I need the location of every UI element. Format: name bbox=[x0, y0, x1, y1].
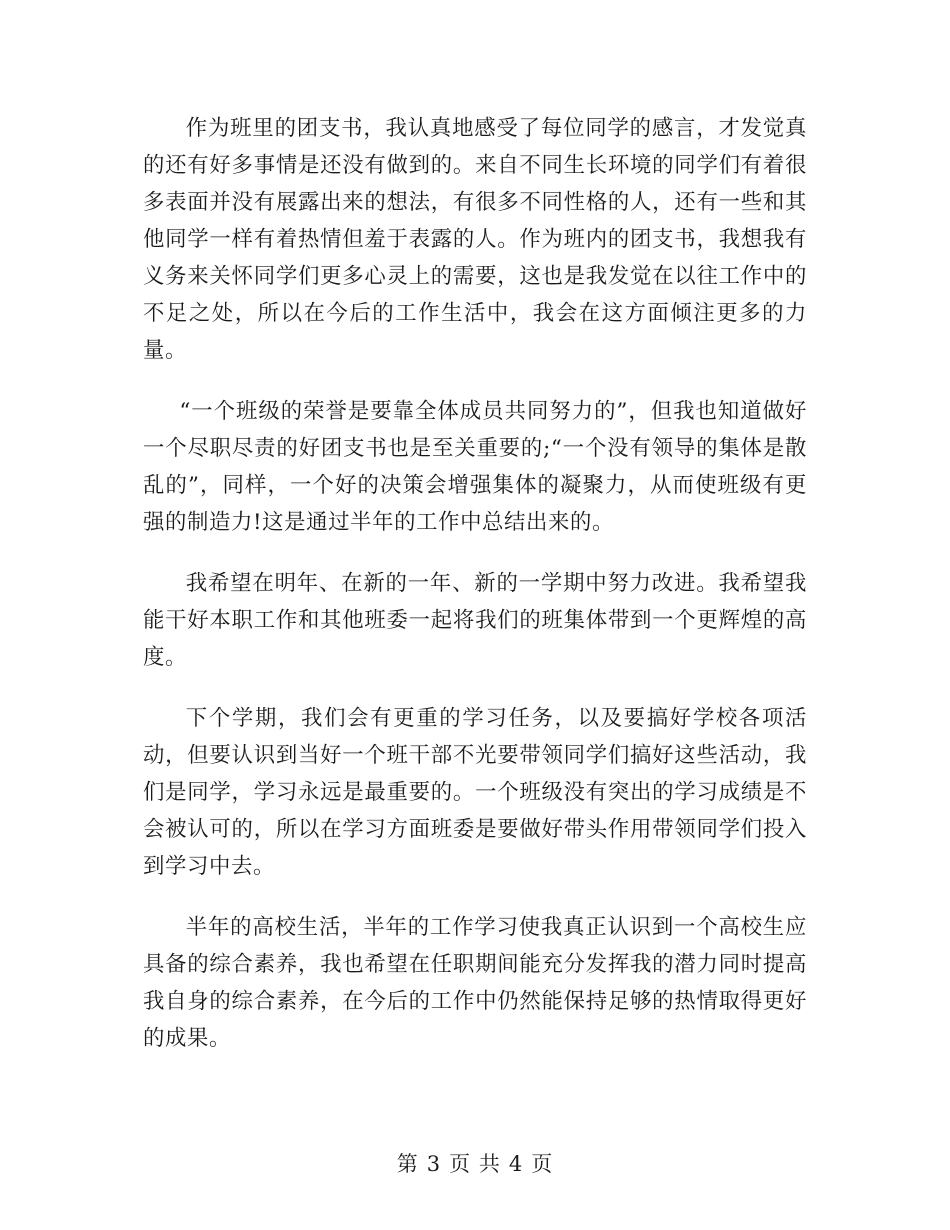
footer-middle: 页 共 bbox=[449, 1152, 501, 1176]
paragraph-5: 半年的高校生活，半年的工作学习使我真正认识到一个高校生应具备的综合素养，我也希望在任职期间能充分发挥我的潜力同时提高我自身的综合素养，在今后的工作中仍然能保持足够的热情取得更好的成果。 bbox=[143, 915, 807, 1051]
paragraph-3: 我希望在明年、在新的一年、新的一学期中努力改进。我希望我能干好本职工作和其他班委一起将我们的班集体带到一个更辉煌的高度。 bbox=[143, 571, 807, 670]
paragraph-2: “一个班级的荣誉是要靠全体成员共同努力的”，但我也知道做好一个尽职尽责的好团支书也是至关重要的;“一个没有领导的集体是散乱的”，同样，一个好的决策会增强集体的凝聚力，从而使班级有更强的制造力!这是通过半年的工作中总结出来的。 bbox=[143, 399, 807, 535]
footer-current-page: 3 bbox=[426, 1152, 442, 1176]
footer-prefix: 第 bbox=[396, 1152, 419, 1176]
footer-total-pages: 4 bbox=[508, 1152, 524, 1176]
document-body bbox=[143, 110, 807, 1081]
page-footer bbox=[0, 1148, 950, 1178]
paragraph-4: 下个学期，我们会有更重的学习任务，以及要搞好学校各项活动，但要认识到当好一个班干部不光要带领同学们搞好这些活动，我们是同学，学习永远是最重要的。一个班级没有突出的学习成绩是不会被认可的，所以在学习方面班委是要做好带头作用带领同学们投入到学习中去。 bbox=[143, 706, 807, 879]
footer-suffix: 页 bbox=[531, 1152, 554, 1176]
paragraph-1: 作为班里的团支书，我认真地感受了每位同学的感言，才发觉真的还有好多事情是还没有做到的。来自不同生长环境的同学们有着很多表面并没有展露出来的想法，有很多不同性格的人，还有一些和其他同学一样有着热情但羞于表露的人。作为班内的团支书，我想我有义务来关怀同学们更多心灵上的需要，这也是我发觉在以往工作中的不足之处，所以在今后的工作生活中，我会在这方面倾注更多的力量。 bbox=[143, 116, 807, 363]
